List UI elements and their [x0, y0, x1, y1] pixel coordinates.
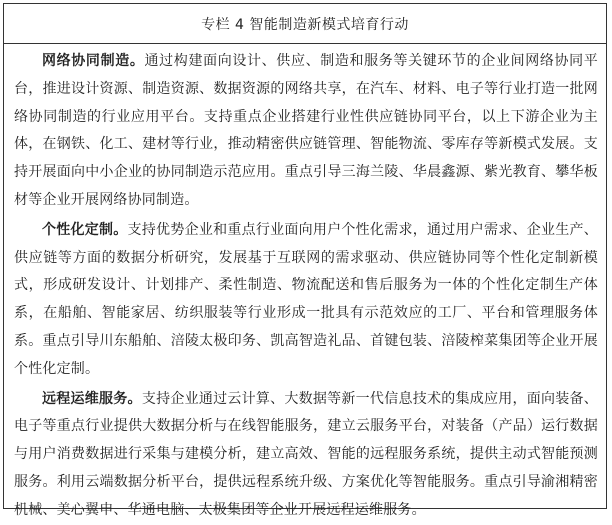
box-body	[4, 44, 606, 525]
box-title: 专栏 4 智能制造新模式培育行动	[4, 4, 606, 44]
paragraph-lead: 个性化定制。	[42, 221, 128, 238]
paragraph-text: 通过构建面向设计、供应、制造和服务等关键环节的企业间网络协同平台，推进设计资源、制造资源、数据资源的网络共享，在汽车、材料、电子等行业打造一批网络协同制造的行业应用平台。支持重点企业搭建行业性供应链协同平台，以上下游企业为主体，在钢铁、化工、建材等行业，推动精密供应链管理、智能物流、零库存等新模式发展。支持开展面向中小企业的协同制造示范应用。重点引导三海兰陵、华晨鑫源、紫光教育、攀华板材等企业开展网络协同制造。	[14, 53, 599, 208]
paragraph-network-collaborative-manufacturing	[14, 48, 598, 215]
paragraph-personalized-customization	[14, 217, 598, 384]
column-box	[3, 3, 607, 518]
paragraph-remote-maintenance-service	[14, 386, 598, 525]
paragraph-text: 支持优势企业和重点行业面向用户个性化需求，通过用户需求、企业生产、供应链等方面的数据分析研究，发展基于互联网的需求驱动、供应链协同等个性化定制新模式，形成研发设计、计划排产、柔性制造、物流配送和售后服务为一体的个性化定制生产体系，在船舶、智能家居、纺织服装等行业形成一批具有示范效应的工厂、平台和管理服务体系。重点引导川东船舶、涪陵太极印务、凯高智造礼品、首键包装、涪陵榨菜集团等企业开展个性化定制。	[14, 221, 598, 377]
paragraph-lead: 网络协同制造。	[42, 53, 145, 69]
paragraph-lead: 远程运维服务。	[42, 390, 142, 407]
paragraph-text: 支持企业通过云计算、大数据等新一代信息技术的集成应用，面向装备、电子等重点行业提供大数据分析与在线智能服务，建立云服务平台，对装备（产品）运行数据与用户消费数据进行采集与建模分析，建立高效、智能的远程服务系统，提供主动式智能预测服务。利用云端数据分析平台，提供远程系统升级、方案优化等智能服务。重点引导渝湘精密机械、美心翼申、华通电脑、太极集团等企业开展远程运维服务。	[14, 390, 598, 518]
